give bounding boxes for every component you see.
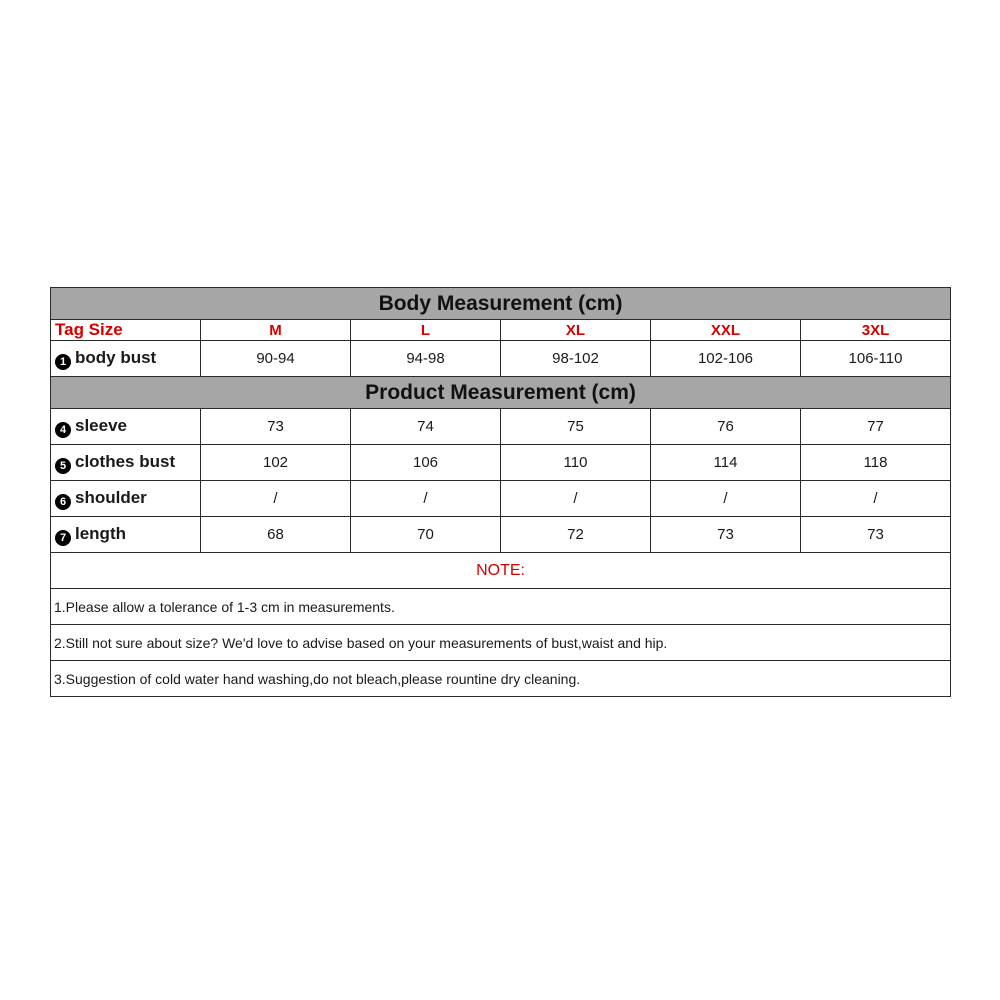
table-row [51,517,951,553]
body-measurement-title: Body Measurement (cm) [51,288,951,320]
table-cell: 77 [801,409,951,445]
number-6-icon: 6 [55,494,71,510]
table-cell: 102 [201,445,351,481]
number-4-icon: 4 [55,422,71,438]
table-row [51,481,951,517]
table-cell: 110 [501,445,651,481]
table-cell: 73 [201,409,351,445]
row-label-text: body bust [75,347,157,367]
note-row [51,589,951,625]
table-row [51,409,951,445]
size-header-xl: XL [501,320,651,341]
table-cell: / [351,481,501,517]
table-cell: 102-106 [651,341,801,377]
number-7-icon: 7 [55,530,71,546]
table-cell: / [801,481,951,517]
table-cell: 74 [351,409,501,445]
table-cell: 118 [801,445,951,481]
table-row [51,341,951,377]
tag-size-label: Tag Size [51,320,201,341]
table-cell: 75 [501,409,651,445]
tag-size-row [51,320,951,341]
table-cell: 106-110 [801,341,951,377]
table-cell: 90-94 [201,341,351,377]
table-cell: 106 [351,445,501,481]
table-cell: 73 [801,517,951,553]
table-cell: 68 [201,517,351,553]
size-header-xxl: XXL [651,320,801,341]
table-cell: 98-102 [501,341,651,377]
row-label [51,481,201,517]
row-label-text: length [75,523,126,543]
number-5-icon: 5 [55,458,71,474]
table-cell: 70 [351,517,501,553]
table-cell: / [651,481,801,517]
table-cell: 76 [651,409,801,445]
note-item: 3.Suggestion of cold water hand washing,do not bleach,please rountine dry cleaning. [51,661,951,697]
table-cell: 72 [501,517,651,553]
size-header-m: M [201,320,351,341]
row-label [51,517,201,553]
table-cell: 114 [651,445,801,481]
size-header-3xl: 3XL [801,320,951,341]
body-measurement-header-row [51,288,951,320]
note-item: 1.Please allow a tolerance of 1-3 cm in measurements. [51,589,951,625]
note-title: NOTE: [51,553,951,589]
table-row [51,445,951,481]
number-1-icon: 1 [55,354,71,370]
row-label-text: sleeve [75,415,127,435]
note-row [51,661,951,697]
row-label-text: clothes bust [75,451,176,471]
product-measurement-header-row [51,377,951,409]
note-title-row [51,553,951,589]
table-cell: / [201,481,351,517]
table-cell: / [501,481,651,517]
size-chart-table [50,287,951,697]
row-label [51,409,201,445]
note-row [51,625,951,661]
table-cell: 73 [651,517,801,553]
note-item: 2.Still not sure about size? We'd love to advise based on your measurements of bust,waist and hip. [51,625,951,661]
row-label-text: shoulder [75,487,147,507]
size-header-l: L [351,320,501,341]
table-cell: 94-98 [351,341,501,377]
row-label [51,445,201,481]
product-measurement-title: Product Measurement (cm) [51,377,951,409]
row-label [51,341,201,377]
